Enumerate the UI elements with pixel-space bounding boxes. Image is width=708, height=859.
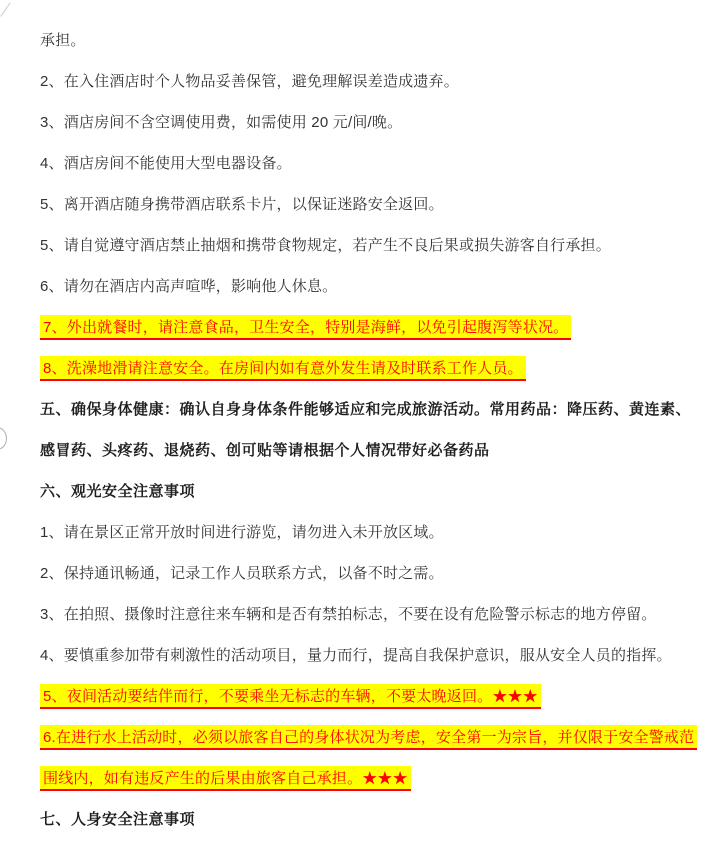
paragraph (40, 348, 705, 389)
paragraph-text: 5、离开酒店随身携带酒店联系卡片，以保证迷路安全返回。 (40, 196, 444, 213)
paragraph-text: 2、保持通讯畅通，记录工作人员联系方式，以备不时之需。 (40, 565, 444, 582)
paragraph (40, 512, 705, 553)
document-body (40, 20, 705, 840)
highlighted-text: 6.在进行水上活动时，必须以旅客自己的身体状况为考虑，安全第一为宗旨，并仅限于安全警戒范围线内，如有违反产生的后果由旅客自己承担。★★★ (40, 725, 697, 791)
paragraph-text: 4、酒店房间不能使用大型电器设备。 (40, 155, 292, 172)
paragraph (40, 594, 705, 635)
highlighted-text: 5、夜间活动要结伴而行，不要乘坐无标志的车辆，不要太晚返回。★★★ (40, 684, 541, 709)
highlighted-text: 7、外出就餐时，请注意食品，卫生安全，特别是海鲜，以免引起腹泻等状况。 (40, 315, 571, 340)
paragraph (40, 553, 705, 594)
paragraph-text: 3、酒店房间不含空调使用费，如需使用 20 元/间/晚。 (40, 114, 403, 131)
paragraph-text: 承担。 (40, 32, 86, 49)
paragraph (40, 676, 705, 717)
paragraph-text: 六、观光安全注意事项 (40, 483, 196, 500)
paragraph-text: 3、在拍照、摄像时注意往来车辆和是否有禁拍标志，不要在设有危险警示标志的地方停留。 (40, 606, 657, 623)
paragraph (40, 635, 705, 676)
paragraph (40, 266, 705, 307)
highlighted-text: 8、洗澡地滑请注意安全。在房间内如有意外发生请及时联系工作人员。 (40, 356, 526, 381)
paragraph (40, 61, 705, 102)
paragraph (40, 717, 705, 799)
paragraph (40, 307, 705, 348)
paragraph (40, 20, 705, 61)
corner-line-fragment (0, 2, 11, 16)
paragraph (40, 471, 705, 512)
comment-balloon-arc (0, 427, 7, 450)
paragraph (40, 184, 705, 225)
paragraph (40, 799, 705, 840)
paragraph-text: 五、确保身体健康：确认自身身体条件能够适应和完成旅游活动。常用药品：降压药、黄连素、感冒药、头疼药、退烧药、创可贴等请根据个人情况带好必备药品 (40, 401, 692, 459)
paragraph-text: 2、在入住酒店时个人物品妥善保管，避免理解误差造成遗弃。 (40, 73, 459, 90)
paragraph-text: 1、请在景区正常开放时间进行游览，请勿进入未开放区域。 (40, 524, 444, 541)
paragraph (40, 143, 705, 184)
paragraph-text: 6、请勿在酒店内高声喧哗，影响他人休息。 (40, 278, 338, 295)
paragraph (40, 389, 705, 471)
paragraph-text: 七、人身安全注意事项 (40, 811, 196, 828)
paragraph (40, 102, 705, 143)
paragraph-text: 5、请自觉遵守酒店禁止抽烟和携带食物规定，若产生不良后果或损失游客自行承担。 (40, 237, 611, 254)
paragraph (40, 225, 705, 266)
paragraph-text: 4、要慎重参加带有刺激性的活动项目，量力而行，提高自我保护意识，服从安全人员的指挥。 (40, 647, 672, 664)
